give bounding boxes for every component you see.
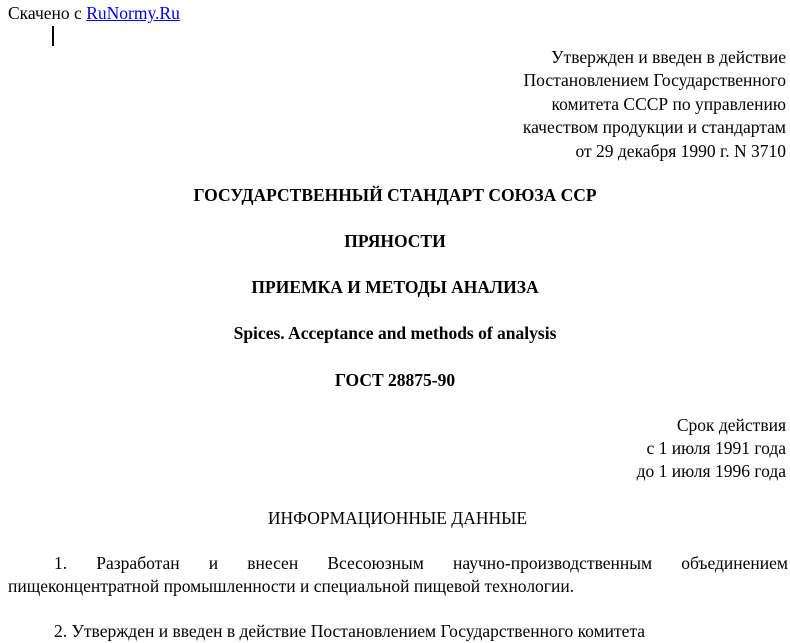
approval-line: качеством продукции и стандартам [522,117,786,138]
english-title: Spices. Acceptance and methods of analysis [233,323,557,343]
source-prefix: Скачено с [8,3,82,23]
validity-block [486,414,786,483]
approval-block [386,46,786,163]
info-paragraph: 2. Утвержден и введен в действие Постановлением Государственного комитета [54,621,646,641]
download-source [8,2,180,24]
standard-code: ГОСТ 28875-90 [334,370,456,390]
approval-line: комитета СССР по управлению [551,93,786,114]
validity-to: до 1 июля 1996 года [636,461,786,481]
subject-title: ПРЯНОСТИ [344,231,446,251]
validity-from: с 1 июля 1991 года [646,438,786,458]
source-link[interactable]: RuNormy.Ru [86,3,180,23]
approval-line: от 29 декабря 1990 г. N 3710 [575,140,786,161]
info-heading: ИНФОРМАЦИОННЫЕ ДАННЫЕ [267,508,528,528]
text-cursor [52,26,54,46]
info-paragraph: 1. Разработан и внесен Всесоюзным научно-производственным объединением пищеконцентратной промышленности и специальной пищевой технологии. [8,553,788,596]
document-subtitle: ПРИЕМКА И МЕТОДЫ АНАЛИЗА [251,277,539,297]
validity-label: Срок действия [676,415,786,435]
approval-line: Постановлением Государственного [523,70,786,91]
standard-title: ГОСУДАРСТВЕННЫЙ СТАНДАРТ СОЮЗА ССР [193,185,597,205]
approval-line: Утвержден и введен в действие [551,47,786,67]
